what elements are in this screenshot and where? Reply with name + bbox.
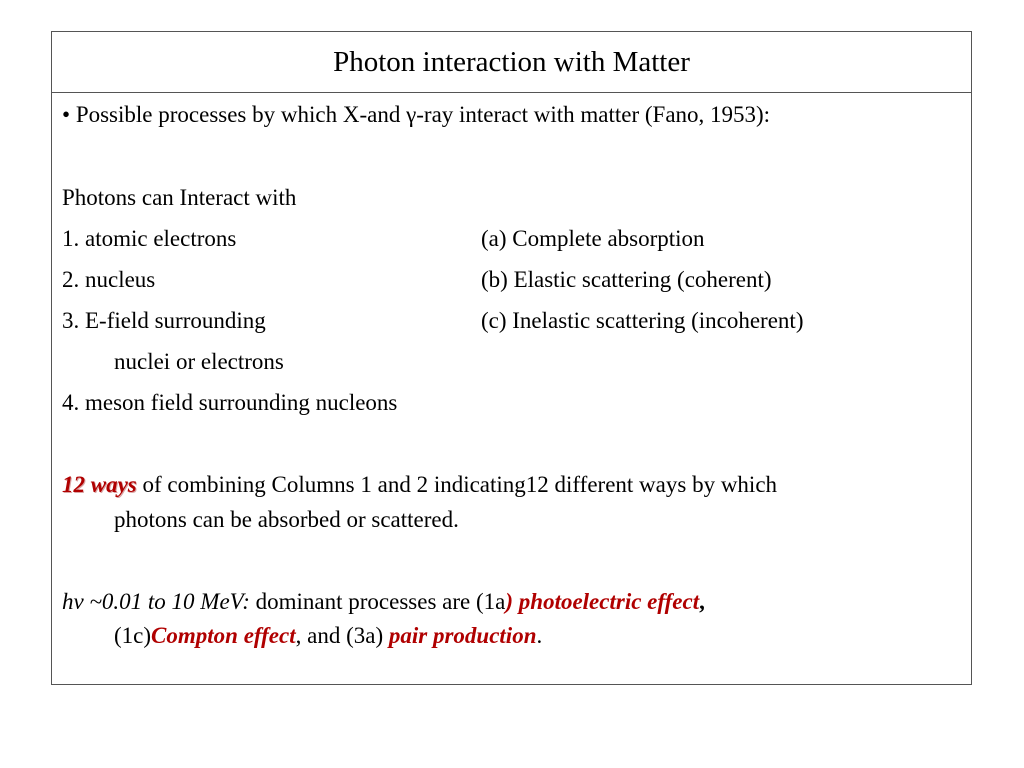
slide-frame: [51, 31, 972, 685]
bullet-glyph: •: [62, 102, 71, 127]
list-row-1: [62, 225, 705, 252]
energy-text-end: .: [536, 623, 543, 648]
intro-text-before: Possible processes by which X-and: [70, 102, 407, 127]
ways-text-2: photons can be absorbed or scattered.: [114, 507, 459, 532]
photoelectric-effect-term: photoelectric effect: [513, 589, 700, 614]
compton-effect-term: Compton effect: [151, 623, 296, 648]
energy-text-1: dominant processes are (1a: [249, 589, 506, 614]
list-row-2: [62, 266, 772, 293]
intro-text-after: -ray interact with matter (Fano, 1953):: [416, 102, 771, 127]
slide-title: Photon interaction with Matter: [333, 45, 690, 78]
column1-item-1: 1. atomic electrons: [62, 226, 237, 251]
column2-item-b: (b) Elastic scattering (coherent): [481, 267, 772, 292]
energy-range: ~0.01 to 10 MeV:: [83, 589, 250, 614]
nu-symbol: ν: [73, 589, 84, 614]
energy-line-1: [62, 588, 705, 615]
ways-line-1: [62, 471, 777, 498]
twelve-ways-highlight: 12 ways: [62, 472, 137, 497]
prefix-1c: (1c): [114, 623, 152, 648]
column1-item-3: 3. E-field surrounding: [62, 308, 266, 333]
list-row-3: [62, 307, 804, 334]
gamma-symbol: γ: [406, 102, 417, 127]
interact-heading: Photons can Interact with: [62, 185, 297, 210]
energy-line-2: [114, 622, 542, 649]
title-bar: [52, 32, 971, 93]
energy-text-mid: , and (3a): [295, 623, 389, 648]
ways-text-1: of combining Columns 1 and 2 indicating12 different ways by which: [136, 472, 778, 497]
column1-item-4: 4. meson field surrounding nucleons: [62, 390, 398, 415]
pair-production-term: pair production: [388, 623, 537, 648]
comma-after-photoelectric: ,: [699, 589, 705, 614]
column1-item-3-continuation: nuclei or electrons: [114, 349, 284, 374]
closing-paren: ): [505, 589, 514, 614]
intro-line: [62, 101, 770, 128]
column2-item-a: (a) Complete absorption: [481, 226, 705, 251]
planck-h: h: [62, 589, 74, 614]
column2-item-c: (c) Inelastic scattering (incoherent): [481, 308, 804, 333]
column1-item-2: 2. nucleus: [62, 267, 156, 292]
